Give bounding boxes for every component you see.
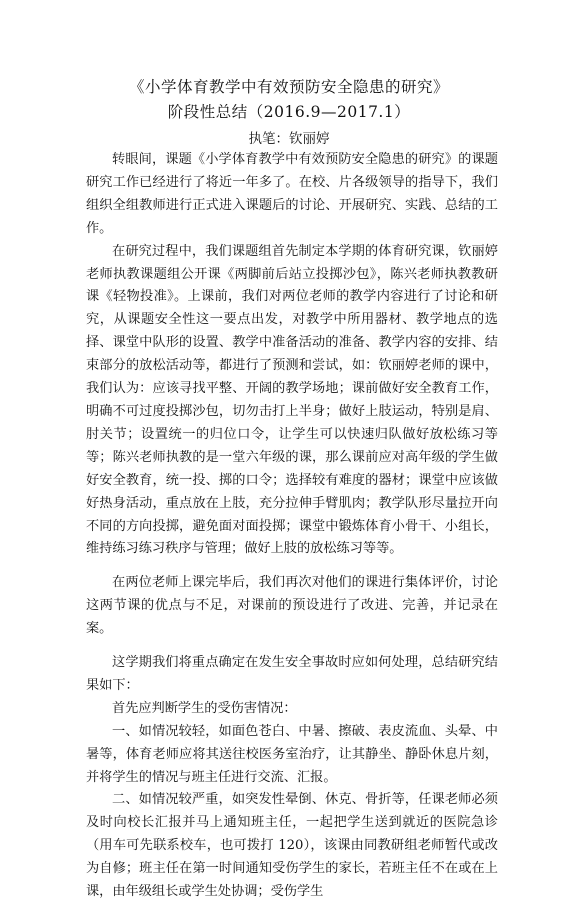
- author-line: 执笔：钦丽婷: [248, 131, 330, 147]
- paragraph-intro: 转眼间，课题《小学体育教学中有效预防安全隐患的研究》的课题研究工作已经进行了将近一年多了。在校、片各级领导的指导下，我们组织全组教师进行正式进入课题后的讨论、开展研究、实践、总结的工作。: [86, 152, 498, 236]
- paragraph-evaluation: 在两位老师上课完毕后，我们再次对他们的课进行集体评价，讨论这两节课的优点与不足，对课前的预设进行了改进、完善，并记录在案。: [86, 575, 498, 637]
- paragraph-research-process: 在研究过程中，我们课题组首先制定本学期的体育研究课，钦丽婷老师执教课题组公开课《两脚前后站立投掷沙包》，陈兴老师执教教研课《轻物投准》。上课前，我们对两位老师的教学内容进行了讨论和研究，从课题安全性这一要点出发，对教学中所用器材、教学地点的选择、课堂中队形的设置、教学中准备活动的准备、教学内容的安排、结束部分的放松活动等，都进行了预测和尝试，如：钦丽婷老师的课中，我们认为：应该寻找平整、开阔的教学场地；课前做好安全教育工作，明确不可过度投掷沙包，切勿击打上半身；做好上肢运动，特别是肩、肘关节；设置统一的归位口令，让学生可以快速归队做好放松练习等等；陈兴老师执教的是一堂六年级的课，那么课前应对高年级的学生做好安全教育，统一投、掷的口令；选择较有难度的器材；课堂中应该做好热身活动，重点放在上肢，充分拉伸手臂肌肉；教学队形尽量拉开向不同的方向投掷，避免面对面投掷；课堂中锻炼体育小骨干、小组长，维持练习练习秩序与管理；做好上肢的放松练习等等。: [86, 243, 498, 557]
- paragraph-judgement: 首先应判断学生的受伤害情况：: [112, 700, 297, 716]
- paragraph-mild-case: 一、如情况较轻，如面色苍白、中暑、擦破、表皮流血、头晕、中暑等，体育老师应将其送往校医务室治疗，让其静坐、静卧休息片刻，并将学生的情况与班主任进行交流、汇报。: [86, 723, 498, 785]
- document-body: [86, 149, 498, 904]
- paragraph-focus: 这学期我们将重点确定在发生安全事故时应如何处理，总结研究结果如下：: [86, 655, 498, 693]
- paragraph-severe-case: 二、如情况较严重，如突发性晕倒、休克、骨折等，任课老师必须及时向校长汇报并马上通知班主任，一起把学生送到就近的医院急诊（用车可先联系校车，也可拨打 120），该课由同教研组老师暂代或改为自修；班主任在第一时间通知受伤学生的家长，若班主任不在或在上课，由年级组长或学生处协调；受伤学生: [86, 792, 498, 900]
- document-subtitle: 阶段性总结（2016.9—2017.1）: [167, 103, 411, 121]
- document-title: 《小学体育教学中有效预防安全隐患的研究》: [128, 78, 449, 96]
